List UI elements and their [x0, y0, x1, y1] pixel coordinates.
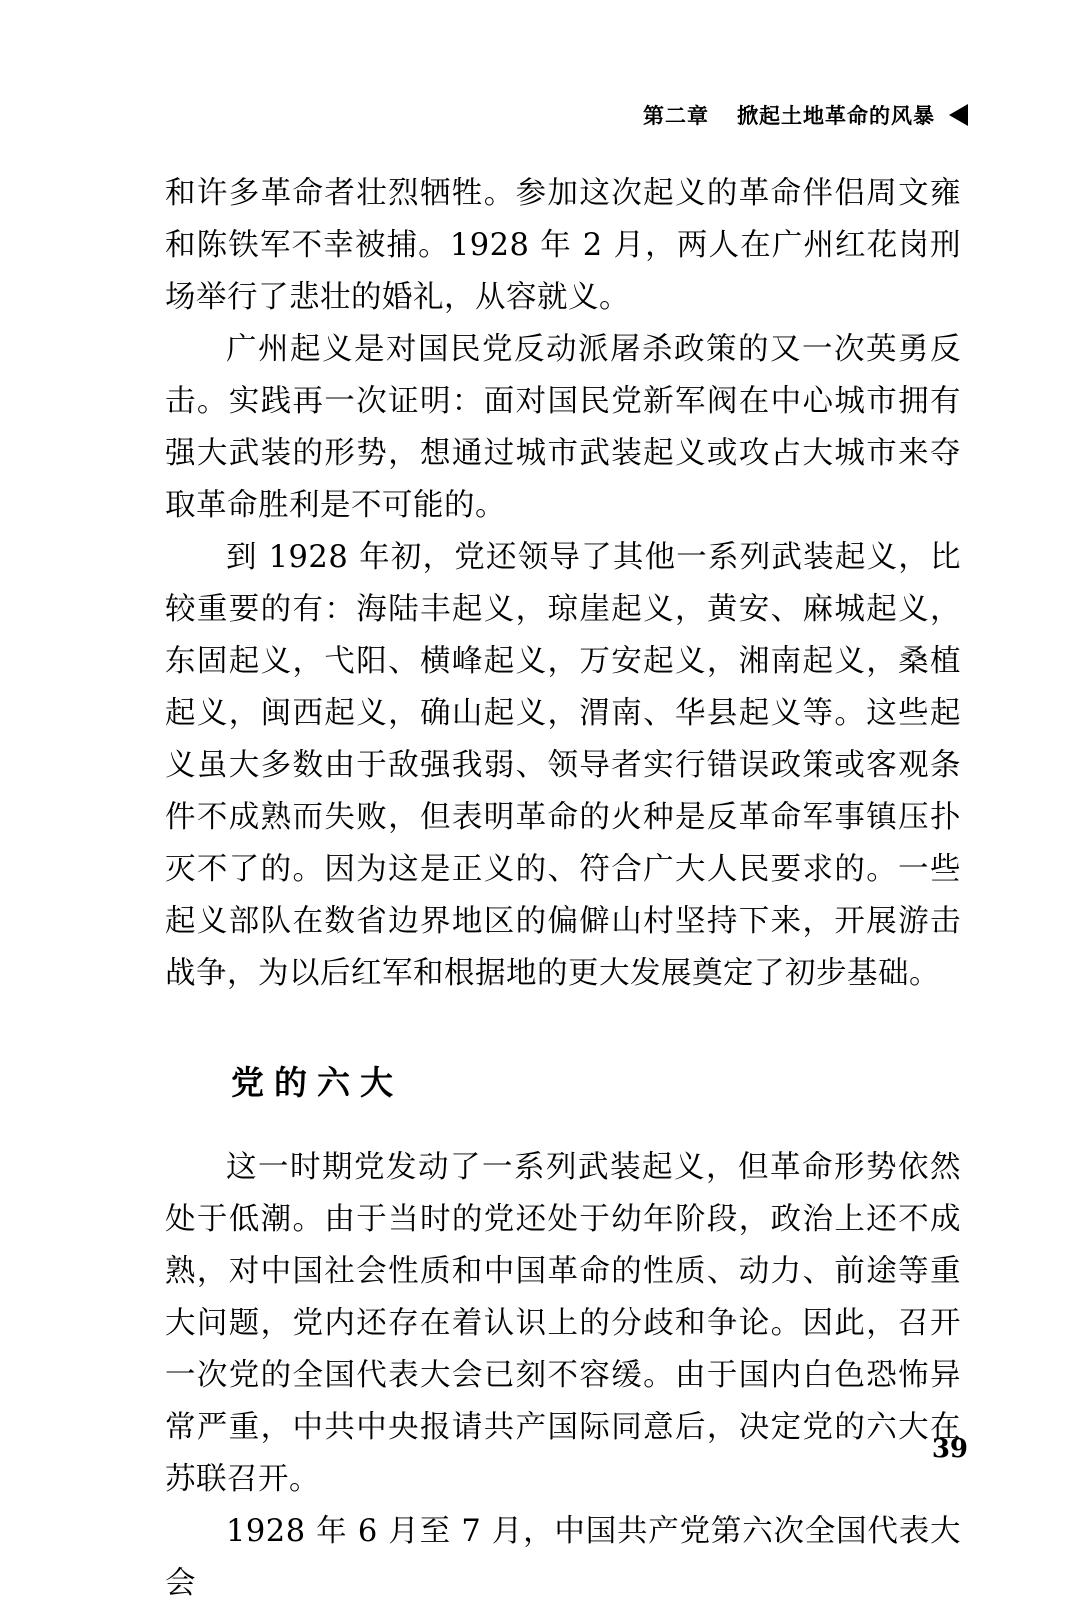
chapter-title: 掀起土地革命的风暴	[737, 103, 935, 128]
paragraph: 到 1928 年初，党还领导了其他一系列武装起义，比较重要的有：海陆丰起义，琼崖起义，黄安、麻城起义，东固起义，弋阳、横峰起义，万安起义，湘南起义，桑植起义，闽西起义，确山起义，渭南、华县起义等。这些起义虽大多数由于敌强我弱、领导者实行错误政策或客观条件不成熟而失败，但表明革命的火种是反革命军事镇压扑灭不了的。因为这是正义的、符合广大人民要求的。一些起义部队在数省边界地区的偏僻山村坚持下来，开展游击战争，为以后红军和根据地的更大发展奠定了初步基础。	[165, 540, 961, 991]
left-pointing-triangle-icon	[949, 104, 968, 126]
chapter-number: 第二章	[643, 103, 709, 128]
section-heading: 党的六大	[231, 1063, 403, 1102]
page-content	[165, 168, 961, 1610]
page-number: 39	[931, 1434, 968, 1464]
paragraph: 这一时期党发动了一系列武装起义，但革命形势依然处于低潮。由于当时的党还处于幼年阶段，政治上还不成熟，对中国社会性质和中国革命的性质、动力、前途等重大问题，党内还存在着认识上的分歧和争论。因此，召开一次党的全国代表大会已刻不容缓。由于国内白色恐怖异常严重，中共中央报请共产国际同意后，决定党的六大在苏联召开。	[165, 1150, 961, 1497]
paragraph: 和许多革命者壮烈牺牲。参加这次起义的革命伴侣周文雍和陈铁军不幸被捕。1928 年 2 月，两人在广州红花岗刑场举行了悲壮的婚礼，从容就义。	[165, 176, 961, 315]
running-head	[643, 100, 968, 130]
paragraph: 广州起义是对国民党反动派屠杀政策的又一次英勇反击。实践再一次证明：面对国民党新军阀在中心城市拥有强大武装的形势，想通过城市武装起义或攻占大城市来夺取革命胜利是不可能的。	[165, 332, 961, 523]
paragraph: 1928 年 6 月至 7 月，中国共产党第六次全国代表大会	[165, 1514, 961, 1601]
